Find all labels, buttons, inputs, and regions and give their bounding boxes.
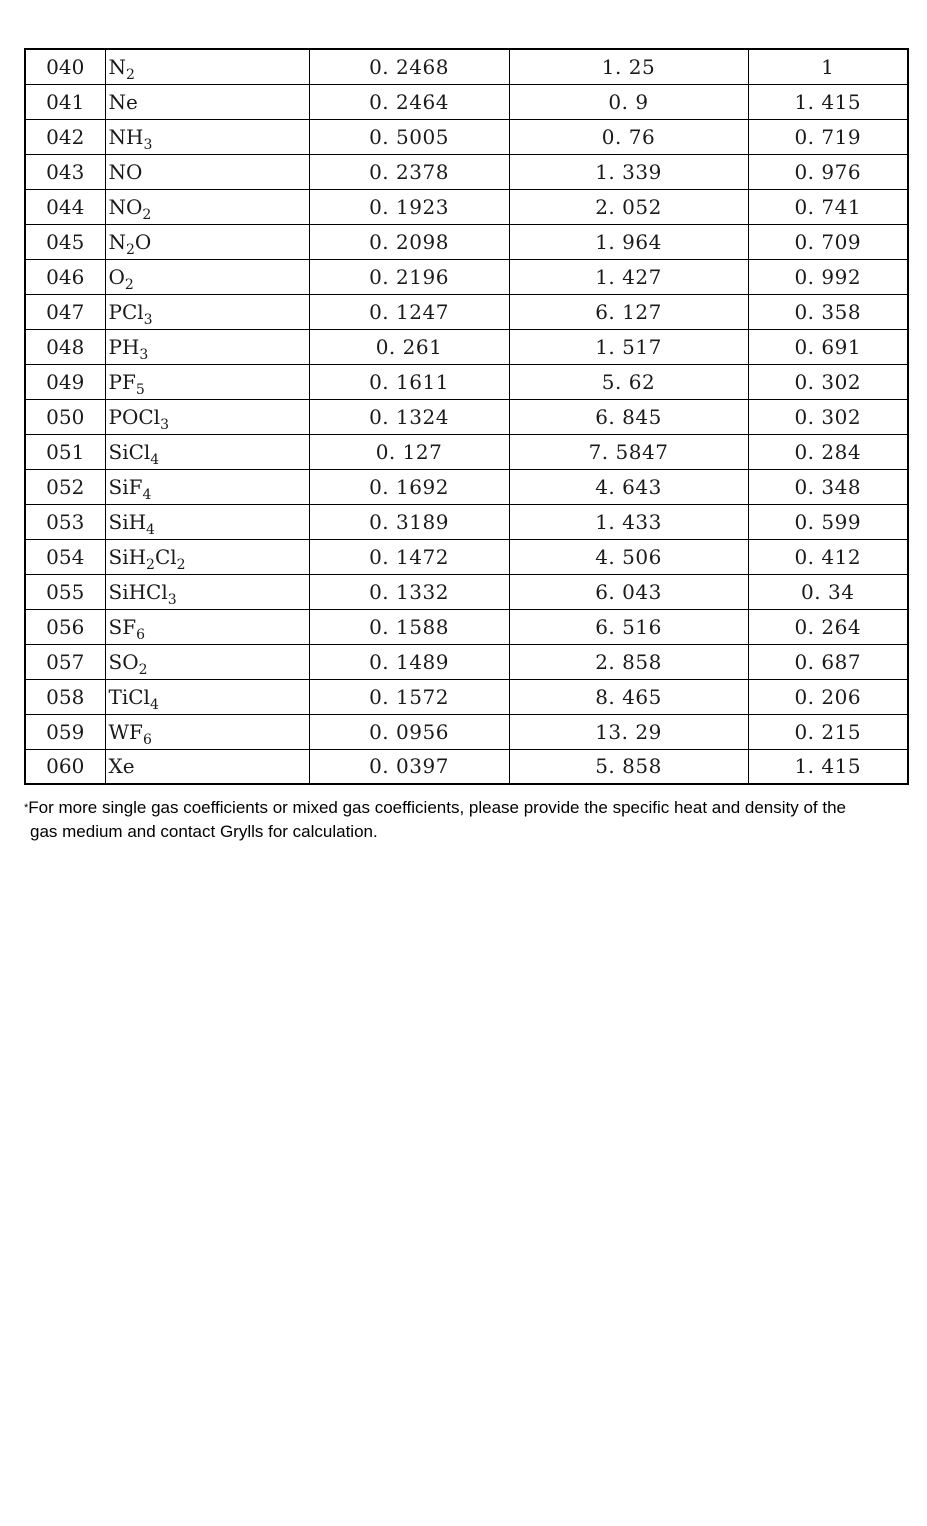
value-3-cell: 0. 412 <box>748 539 908 574</box>
value-2-cell: 5. 62 <box>509 364 748 399</box>
gas-formula-cell <box>105 399 309 434</box>
table-row <box>25 49 908 84</box>
formula-subscript: 2 <box>124 276 134 293</box>
table-row <box>25 189 908 224</box>
value-2-cell: 4. 643 <box>509 469 748 504</box>
value-1-cell: 0. 0397 <box>309 749 509 784</box>
value-2-cell: 6. 127 <box>509 294 748 329</box>
gas-id-cell: 057 <box>25 644 105 679</box>
value-1-cell: 0. 1611 <box>309 364 509 399</box>
formula-subscript: 4 <box>142 486 152 503</box>
gas-id-cell: 055 <box>25 574 105 609</box>
gas-formula-cell <box>105 259 309 294</box>
gas-formula-cell <box>105 574 309 609</box>
value-3-cell: 0. 34 <box>748 574 908 609</box>
value-1-cell: 0. 1923 <box>309 189 509 224</box>
value-1-cell: 0. 1247 <box>309 294 509 329</box>
table-row <box>25 469 908 504</box>
gas-formula-cell <box>105 329 309 364</box>
gas-id-cell: 049 <box>25 364 105 399</box>
formula-subscript: 3 <box>160 416 169 433</box>
table-row <box>25 84 908 119</box>
footnote-line-2: gas medium and contact Grylls for calculation. <box>30 822 378 841</box>
formula-subscript: 2 <box>142 206 152 223</box>
formula-subscript: 2 <box>176 556 186 573</box>
gas-formula-cell <box>105 609 309 644</box>
gas-coefficient-table <box>24 48 909 785</box>
table-row <box>25 294 908 329</box>
gas-id-cell: 054 <box>25 539 105 574</box>
gas-id-cell: 051 <box>25 434 105 469</box>
value-3-cell: 0. 284 <box>748 434 908 469</box>
value-3-cell: 0. 687 <box>748 644 908 679</box>
value-1-cell: 0. 1332 <box>309 574 509 609</box>
value-2-cell: 6. 516 <box>509 609 748 644</box>
value-1-cell: 0. 2378 <box>309 154 509 189</box>
gas-formula-cell <box>105 714 309 749</box>
formula-text: SiH <box>108 509 147 534</box>
gas-formula-cell <box>105 294 309 329</box>
table-row <box>25 329 908 364</box>
formula-subscript: 6 <box>136 626 145 643</box>
value-2-cell: 8. 465 <box>509 679 748 714</box>
value-2-cell: 2. 052 <box>509 189 748 224</box>
value-2-cell: 0. 76 <box>509 119 748 154</box>
value-1-cell: 0. 1572 <box>309 679 509 714</box>
value-3-cell: 0. 348 <box>748 469 908 504</box>
gas-formula-cell <box>105 539 309 574</box>
formula-text: SiH <box>108 544 147 569</box>
gas-formula-cell <box>105 749 309 784</box>
table-row <box>25 574 908 609</box>
formula-text: SO <box>108 649 139 674</box>
value-1-cell: 0. 1472 <box>309 539 509 574</box>
formula-subscript: 4 <box>150 451 160 468</box>
formula-subscript: 3 <box>167 591 177 608</box>
value-1-cell: 0. 1489 <box>309 644 509 679</box>
table-row <box>25 259 908 294</box>
table-row <box>25 749 908 784</box>
formula-text: POCl <box>108 404 161 429</box>
gas-id-cell: 046 <box>25 259 105 294</box>
gas-id-cell: 045 <box>25 224 105 259</box>
gas-id-cell: 056 <box>25 609 105 644</box>
gas-id-cell: 053 <box>25 504 105 539</box>
value-2-cell: 13. 29 <box>509 714 748 749</box>
formula-subscript: 4 <box>146 521 155 538</box>
value-2-cell: 2. 858 <box>509 644 748 679</box>
formula-subscript: 3 <box>143 136 153 153</box>
formula-text: WF <box>108 719 143 744</box>
value-1-cell: 0. 1324 <box>309 399 509 434</box>
gas-formula-cell <box>105 84 309 119</box>
table-row <box>25 224 908 259</box>
formula-subscript: 2 <box>126 241 135 258</box>
formula-text: SiHCl <box>108 579 168 604</box>
formula-subscript: 6 <box>142 731 152 748</box>
gas-formula-cell <box>105 224 309 259</box>
formula-subscript: 4 <box>149 696 159 713</box>
formula-text: PH <box>108 334 140 359</box>
value-3-cell: 1 <box>748 49 908 84</box>
gas-formula-cell <box>105 679 309 714</box>
formula-text: PF <box>108 369 136 394</box>
value-1-cell: 0. 1588 <box>309 609 509 644</box>
value-3-cell: 0. 741 <box>748 189 908 224</box>
gas-id-cell: 041 <box>25 84 105 119</box>
value-2-cell: 7. 5847 <box>509 434 748 469</box>
value-2-cell: 5. 858 <box>509 749 748 784</box>
value-1-cell: 0. 2098 <box>309 224 509 259</box>
value-2-cell: 1. 433 <box>509 504 748 539</box>
formula-text: N <box>108 229 126 254</box>
formula-text: Cl <box>154 544 177 569</box>
table-row <box>25 399 908 434</box>
gas-id-cell: 052 <box>25 469 105 504</box>
gas-formula-cell <box>105 49 309 84</box>
table-body <box>25 49 908 784</box>
table-row <box>25 679 908 714</box>
value-3-cell: 0. 358 <box>748 294 908 329</box>
formula-text: N <box>108 54 126 79</box>
gas-formula-cell <box>105 189 309 224</box>
gas-id-cell: 042 <box>25 119 105 154</box>
table-row <box>25 434 908 469</box>
value-1-cell: 0. 127 <box>309 434 509 469</box>
gas-formula-cell <box>105 644 309 679</box>
formula-text: O <box>134 229 152 254</box>
formula-text: PCl <box>108 299 144 324</box>
formula-text: Ne <box>108 89 138 114</box>
table-row <box>25 714 908 749</box>
value-1-cell: 0. 2468 <box>309 49 509 84</box>
value-1-cell: 0. 3189 <box>309 504 509 539</box>
value-3-cell: 0. 976 <box>748 154 908 189</box>
value-3-cell: 0. 302 <box>748 399 908 434</box>
gas-formula-cell <box>105 364 309 399</box>
formula-text: SiF <box>108 474 143 499</box>
gas-id-cell: 040 <box>25 49 105 84</box>
formula-subscript: 3 <box>139 346 149 363</box>
value-1-cell: 0. 5005 <box>309 119 509 154</box>
value-2-cell: 1. 517 <box>509 329 748 364</box>
formula-text: SF <box>108 614 137 639</box>
formula-text: Xe <box>108 754 135 779</box>
value-2-cell: 1. 25 <box>509 49 748 84</box>
footnote <box>24 796 914 844</box>
value-3-cell: 0. 992 <box>748 259 908 294</box>
footnote-line-1: For more single gas coefficients or mixed gas coefficients, please provide the specific heat and density of the <box>28 798 846 817</box>
value-3-cell: 1. 415 <box>748 749 908 784</box>
table-row <box>25 609 908 644</box>
value-1-cell: 0. 1692 <box>309 469 509 504</box>
value-2-cell: 4. 506 <box>509 539 748 574</box>
formula-text: TiCl <box>108 684 150 709</box>
value-3-cell: 0. 719 <box>748 119 908 154</box>
table-row <box>25 364 908 399</box>
gas-id-cell: 044 <box>25 189 105 224</box>
gas-id-cell: 060 <box>25 749 105 784</box>
gas-formula-cell <box>105 434 309 469</box>
value-3-cell: 1. 415 <box>748 84 908 119</box>
value-3-cell: 0. 206 <box>748 679 908 714</box>
formula-subscript: 2 <box>146 556 155 573</box>
gas-formula-cell <box>105 469 309 504</box>
value-3-cell: 0. 302 <box>748 364 908 399</box>
value-3-cell: 0. 599 <box>748 504 908 539</box>
value-2-cell: 1. 427 <box>509 259 748 294</box>
value-1-cell: 0. 2464 <box>309 84 509 119</box>
gas-id-cell: 058 <box>25 679 105 714</box>
formula-subscript: 2 <box>126 66 135 83</box>
table-row <box>25 504 908 539</box>
gas-id-cell: 043 <box>25 154 105 189</box>
formula-text: NO <box>108 159 143 184</box>
gas-formula-cell <box>105 119 309 154</box>
gas-id-cell: 047 <box>25 294 105 329</box>
value-2-cell: 0. 9 <box>509 84 748 119</box>
formula-subscript: 5 <box>135 381 145 398</box>
formula-subscript: 2 <box>138 661 148 678</box>
gas-id-cell: 059 <box>25 714 105 749</box>
value-1-cell: 0. 0956 <box>309 714 509 749</box>
gas-formula-cell <box>105 504 309 539</box>
value-2-cell: 1. 964 <box>509 224 748 259</box>
table-row <box>25 644 908 679</box>
value-1-cell: 0. 2196 <box>309 259 509 294</box>
value-3-cell: 0. 691 <box>748 329 908 364</box>
formula-subscript: 3 <box>143 311 153 328</box>
gas-id-cell: 048 <box>25 329 105 364</box>
formula-text: SiCl <box>108 439 151 464</box>
gas-formula-cell <box>105 154 309 189</box>
formula-text: NH <box>108 124 144 149</box>
footnote-marker: * <box>24 802 29 814</box>
formula-text: NO <box>108 194 143 219</box>
value-1-cell: 0. 261 <box>309 329 509 364</box>
table-row <box>25 154 908 189</box>
formula-text: O <box>108 264 125 289</box>
value-2-cell: 1. 339 <box>509 154 748 189</box>
value-3-cell: 0. 709 <box>748 224 908 259</box>
value-3-cell: 0. 264 <box>748 609 908 644</box>
value-2-cell: 6. 845 <box>509 399 748 434</box>
table-row <box>25 539 908 574</box>
table-row <box>25 119 908 154</box>
value-2-cell: 6. 043 <box>509 574 748 609</box>
value-3-cell: 0. 215 <box>748 714 908 749</box>
gas-id-cell: 050 <box>25 399 105 434</box>
